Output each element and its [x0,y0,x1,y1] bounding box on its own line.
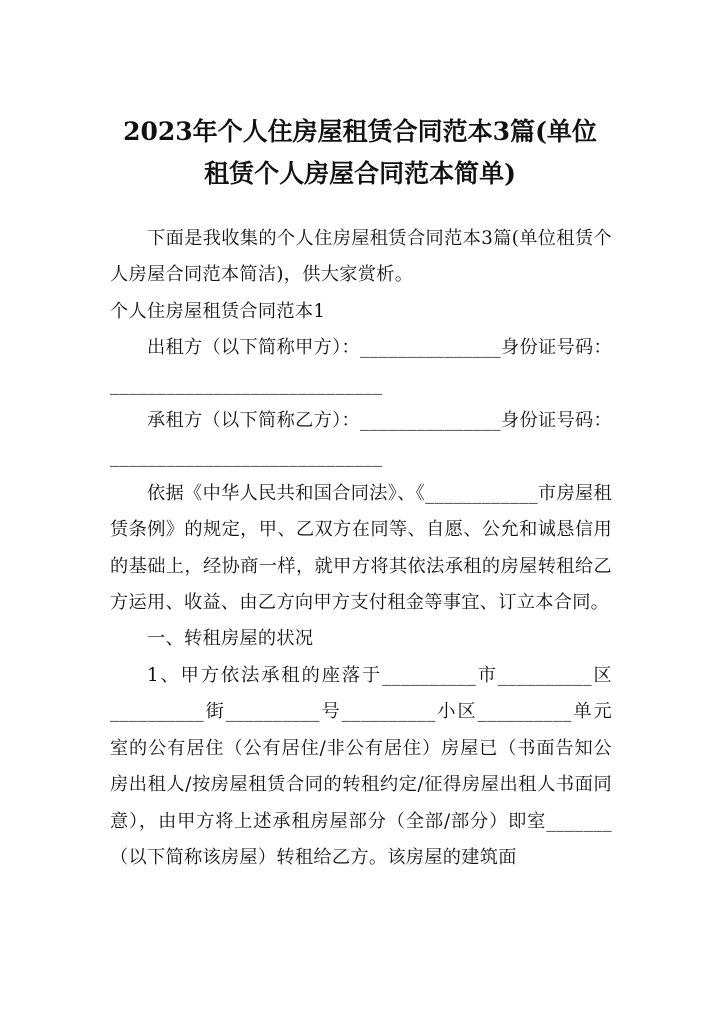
document-body [110,221,612,876]
lessor-info-paragraph: 出租方（以下简称甲方）：_______________身份证号码：_____________________________ [110,337,612,395]
title-line-2: 租赁个人房屋合同范本简单) [204,159,516,188]
clause-1-paragraph: 1、甲方依法承租的座落于__________市__________区__________街__________号__________小区__________单元室的公有居住（公有居住/非公有居住）房屋已（书面告知公房出租人/按房屋租赁合同的转租约定/征得房屋出租人书面同意），由甲方将上述承租房屋部分（全部/部分）即室_______（以下简称该房屋）转租给乙方。该房屋的建筑面 [110,664,612,868]
title-line-1: 2023年个人住房屋租赁合同范本3篇(单位 [123,117,597,146]
legal-basis-paragraph: 依据《中华人民共和国合同法》、《____________市房屋租赁条例》的规定，甲、乙双方在同等、自愿、公允和诚恳信用的基础上，经协商一样，就甲方将其依法承租的房屋转租给乙方运用、收益、由乙方向甲方支付租金等事宜、订立本合同。 [110,482,612,614]
document-title [96,111,624,195]
lessee-info-paragraph: 承租方（以下简称乙方）：_______________身份证号码：_____________________________ [110,410,612,468]
clause-heading-1: 一、转租房屋的状况 [147,628,314,650]
intro-paragraph: 下面是我收集的个人住房屋租赁合同范本3篇(单位租赁个人房屋合同范本简洁)，供大家赏析。 [110,228,612,286]
section-heading-contract-1: 个人住房屋租赁合同范本1 [110,300,326,322]
